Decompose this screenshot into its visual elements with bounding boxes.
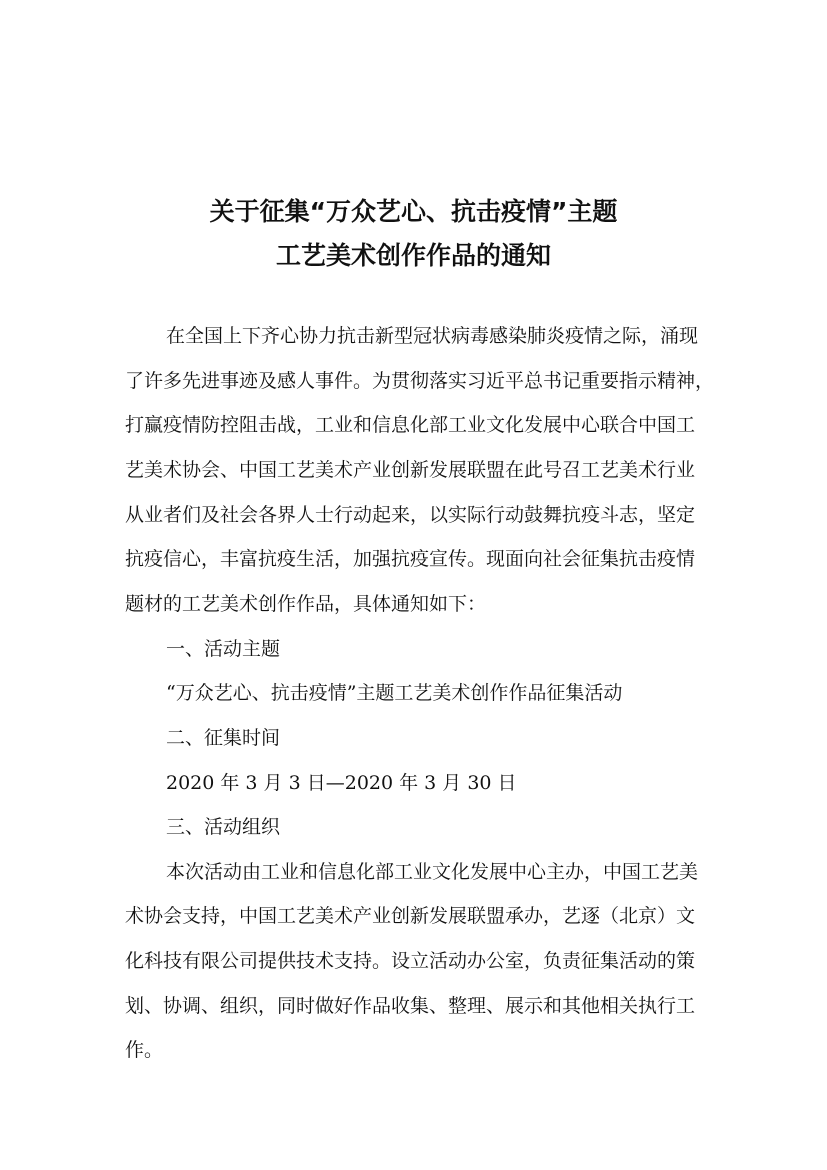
section-heading-1: 一、活动主题 [166, 638, 281, 660]
section-3-line-4: 划、协调、组织，同时做好作品收集、整理、展示和其他相关执行工 [125, 995, 696, 1017]
document-title-line-1: 关于征集“万众艺心、抗击疫情”主题 [209, 197, 618, 226]
section-3-line-1: 本次活动由工业和信息化部工业文化发展中心主办，中国工艺美 [166, 861, 699, 883]
section-heading-3: 三、活动组织 [166, 816, 281, 838]
paragraph-1-line-1: 在全国上下齐心协力抗击新型冠状病毒感染肺炎疫情之际，涌现 [166, 325, 699, 347]
paragraph-1-line-2: 了许多先进事迹及感人事件。为贯彻落实习近平总书记重要指示精神， [125, 370, 715, 392]
paragraph-1-line-7: 题材的工艺美术创作作品，具体通知如下： [125, 593, 487, 615]
section-3-line-5: 作。 [125, 1039, 164, 1061]
paragraph-1-line-6: 抗疫信心，丰富抗疫生活，加强抗疫宣传。现面向社会征集抗击疫情 [125, 548, 696, 570]
paragraph-1-line-4: 艺美术协会、中国工艺美术产业创新发展联盟在此号召工艺美术行业 [125, 459, 696, 481]
section-1-content: “万众艺心、抗击疫情”主题工艺美术创作作品征集活动 [166, 682, 623, 704]
section-3-line-3: 化科技有限公司提供技术支持。设立活动办公室，负责征集活动的策 [125, 950, 696, 972]
document-title-line-2: 工艺美术创作作品的通知 [275, 241, 551, 270]
section-heading-2: 二、征集时间 [166, 727, 281, 749]
paragraph-1-line-5: 从业者们及社会各界人士行动起来，以实际行动鼓舞抗疫斗志，坚定 [125, 504, 696, 526]
section-2-content: 2020 年 3 月 3 日—2020 年 3 月 30 日 [166, 772, 517, 794]
paragraph-1-line-3: 打赢疫情防控阻击战，工业和信息化部工业文化发展中心联合中国工 [125, 414, 696, 436]
section-3-line-2: 术协会支持，中国工艺美术产业创新发展联盟承办，艺逐（北京）文 [125, 905, 696, 927]
